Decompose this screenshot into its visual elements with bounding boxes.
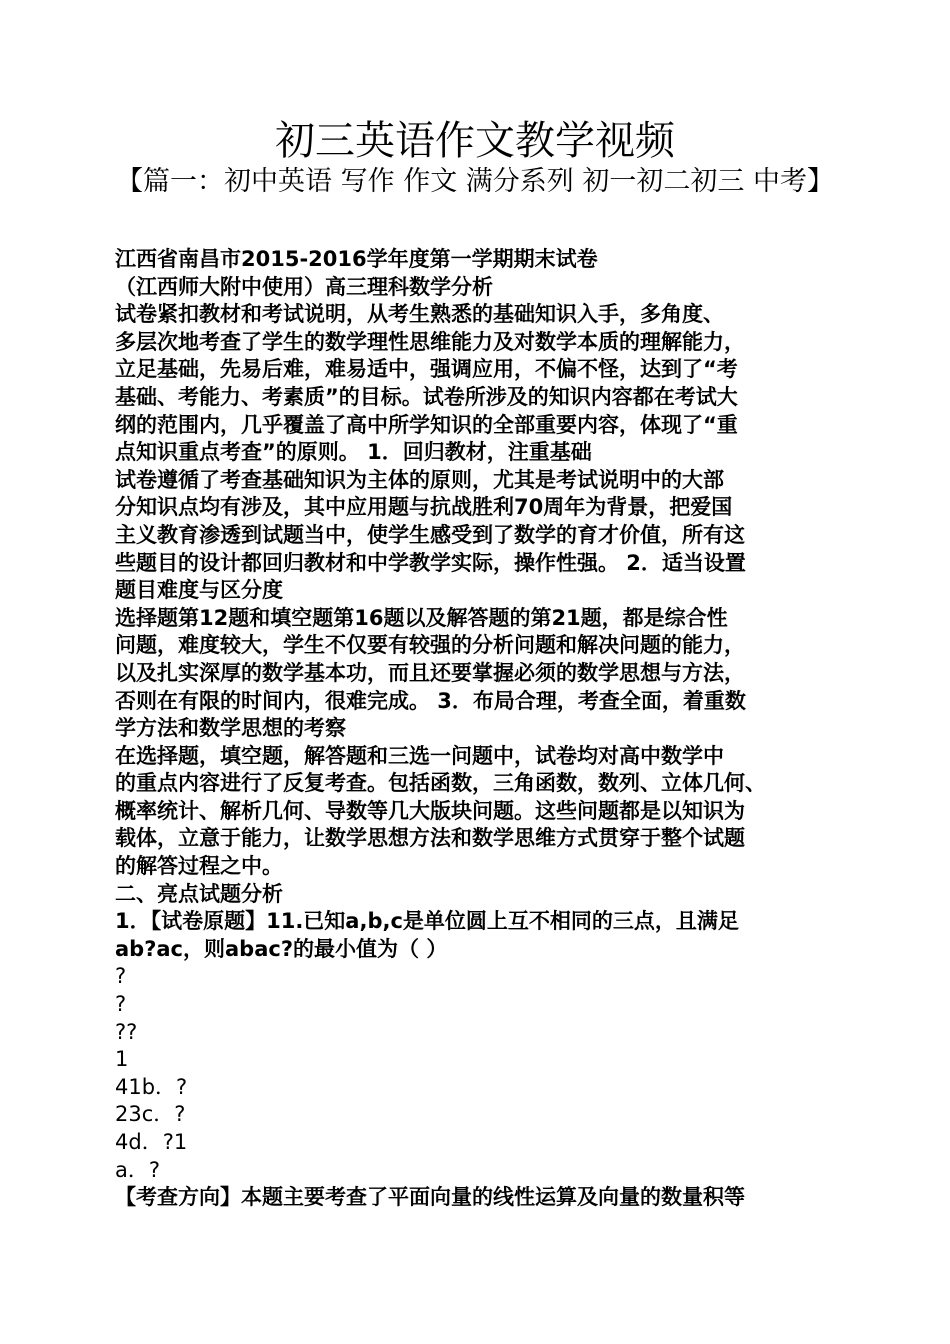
body-line: ?? xyxy=(115,1019,138,1044)
body-line: 二、亮点试题分析 xyxy=(115,881,283,906)
body-line: 立足基础，先易后难，难易适中，强调应用，不偏不怪，达到了“考 xyxy=(115,357,738,382)
body-line: 概率统计、解析几何、导数等几大版块问题。这些问题都是以知识为 xyxy=(115,798,745,823)
body-line: 多层次地考查了学生的数学理性思维能力及对数学本质的理解能力， xyxy=(115,329,745,354)
body-line: 分知识点均有涉及，其中应用题与抗战胜利70周年为背景，把爱国 xyxy=(115,495,733,520)
body-line: 基础、考能力、考素质”的目标。试卷所涉及的知识内容都在考试大 xyxy=(115,384,738,409)
body-line: 纲的范围内，几乎覆盖了高中所学知识的全部重要内容，体现了“重 xyxy=(115,412,738,437)
body-line: 江西省南昌市2015-2016学年度第一学期期末试卷 xyxy=(115,247,598,271)
body-line: ? xyxy=(115,964,127,989)
document-body xyxy=(115,246,850,1212)
body-line: 否则在有限的时间内，很难完成。 3．布局合理，考查全面，着重数 xyxy=(115,688,746,713)
body-line: 试卷遵循了考查基础知识为主体的原则，尤其是考试说明中的大部 xyxy=(115,467,724,492)
body-line: 23c．? xyxy=(115,1102,186,1127)
body-line: 学方法和数学思想的考察 xyxy=(115,716,346,741)
body-line: 主义教育渗透到试题当中，使学生感受到了数学的育才价值，所有这 xyxy=(115,522,745,547)
body-line: 问题，难度较大，学生不仅要有较强的分析问题和解决问题的能力， xyxy=(115,633,745,658)
body-line: 选择题第12题和填空题第16题以及解答题的第21题，都是综合性 xyxy=(115,605,728,630)
body-line: 点知识重点考查”的原则。 1．回归教材，注重基础 xyxy=(115,440,592,465)
body-line: 些题目的设计都回归教材和中学教学实际，操作性强。 2．适当设置 xyxy=(115,550,746,575)
body-line: （江西师大附中使用）高三理科数学分析 xyxy=(115,274,493,299)
document-title: 初三英语作文教学视频 xyxy=(275,118,675,164)
body-line: 的重点内容进行了反复考查。包括函数，三角函数，数列、立体几何、 xyxy=(115,771,766,796)
body-line: 1．【试卷原题】11.已知a,b,c是单位圆上互不相同的三点，且满足 xyxy=(115,909,739,934)
body-line: 1 xyxy=(115,1047,129,1072)
body-line: 【考查方向】本题主要考查了平面向量的线性运算及向量的数量积等 xyxy=(115,1185,745,1210)
body-line: 的解答过程之中。 xyxy=(115,854,283,879)
body-line: ? xyxy=(115,992,127,1017)
body-line: 在选择题，填空题，解答题和三选一问题中，试卷均对高中数学中 xyxy=(115,743,724,768)
body-line: ab?ac，则abac?的最小值为（ ） xyxy=(115,936,448,961)
body-line: 载体，立意于能力，让数学思想方法和数学思维方式贯穿于整个试题 xyxy=(115,826,745,851)
body-line: 以及扎实深厚的数学基本功，而且还要掌握必须的数学思想与方法， xyxy=(115,660,745,685)
body-line: 41b．? xyxy=(115,1074,188,1099)
body-line: 题目难度与区分度 xyxy=(115,578,283,603)
body-line: a．? xyxy=(115,1157,161,1182)
document-subtitle: 【篇一：初中英语 写作 作文 满分系列 初一初二初三 中考】 xyxy=(116,166,834,197)
body-line: 4d．?1 xyxy=(115,1130,188,1154)
body-line: 试卷紧扣教材和考试说明，从考生熟悉的基础知识入手，多角度、 xyxy=(115,302,724,327)
